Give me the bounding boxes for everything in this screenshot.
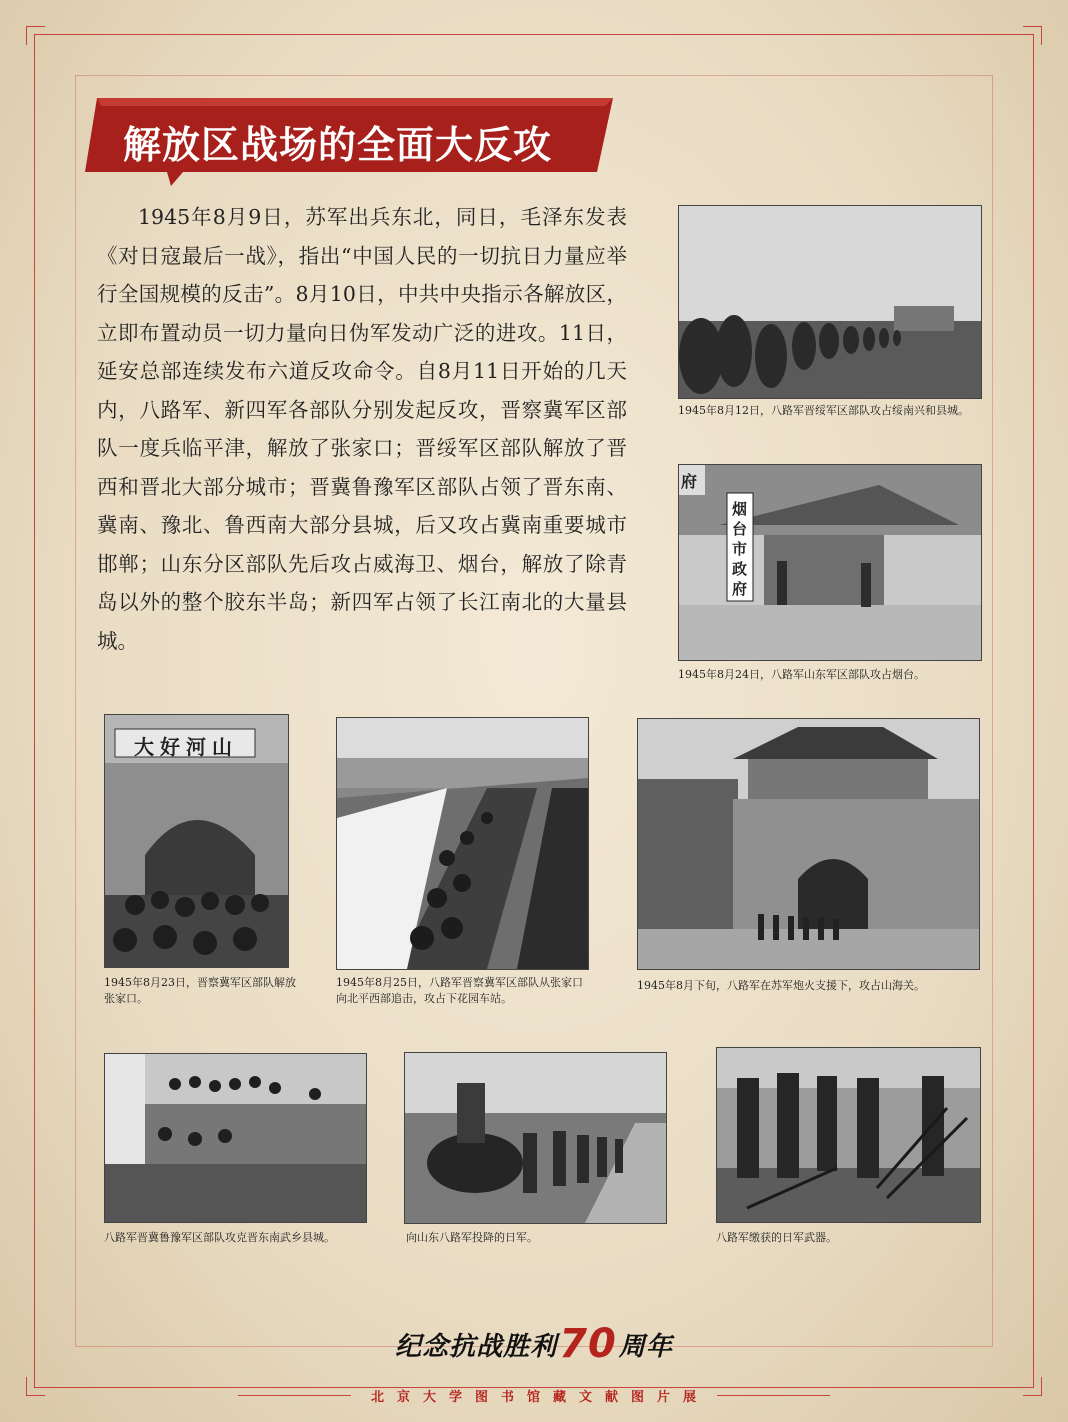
sign-top-char: 府: [681, 472, 698, 491]
photo-captured-weapons: [716, 1047, 981, 1223]
logo-text-a: 纪念抗战胜利: [395, 1331, 558, 1362]
footer-bar: [238, 1385, 830, 1405]
photo-caption: 八路军缴获的日军武器。: [716, 1231, 837, 1244]
photo-zhangjiakou-gate: [104, 714, 289, 968]
photo-yantai-government: [678, 464, 982, 661]
photo-sign-text: 烟台市政府: [732, 500, 748, 598]
photo-sign-text: 大好河山: [134, 735, 238, 759]
logo-text-b: 周年: [618, 1331, 673, 1362]
corner-ornament: [1023, 1377, 1042, 1396]
photo-surrender: [404, 1052, 667, 1224]
photo-caption: 八路军晋冀鲁豫军区部队攻克晋东南武乡县城。: [104, 1231, 335, 1244]
photo-caption: 1945年8月24日，八路军山东军区部队攻占烟台。: [678, 668, 925, 681]
anniversary-logo: [384, 1322, 684, 1366]
photo-caption: 1945年8月25日，八路军晋察冀军区部队从张家口向北平西部追击，攻占下花园车站。: [336, 976, 583, 1005]
page-title: 解放区战场的全面大反攻: [123, 123, 553, 167]
exhibit-title: 北京大学图书馆藏文献图片展: [371, 1389, 710, 1405]
photo-wuxiang: [104, 1053, 367, 1223]
photo-caption: 1945年8月12日，八路军晋绥军区部队攻占绥南兴和县城。: [678, 404, 969, 417]
title-banner: [85, 98, 613, 178]
logo-number: 70: [559, 1321, 617, 1367]
photo-shanhaiguan: [637, 718, 980, 970]
corner-ornament: [26, 26, 45, 45]
photo-cavalry: [678, 205, 982, 399]
photo-caption: 向山东八路军投降的日军。: [406, 1231, 538, 1244]
corner-ornament: [1023, 26, 1042, 45]
photo-caption: 1945年8月23日，晋察冀军区部队解放张家口。: [104, 976, 296, 1005]
footer-divider: [717, 1395, 830, 1396]
footer-divider: [238, 1395, 351, 1396]
corner-ornament: [26, 1377, 45, 1396]
photo-caption: 1945年8月下旬，八路军在苏军炮火支援下，攻占山海关。: [637, 979, 925, 992]
intro-paragraph: 1945年8月9日，苏军出兵东北，同日，毛泽东发表《对日寇最后一战》，指出“中国人民的一切抗日力量应举行全国规模的反击”。8月10日，中共中央指示各解放区，立即布置动员一切力量向日伪军发动广泛的进攻。11日，延安总部连续发布六道反攻命令。自8月11日开始的几天内，八路军、新四军各部队分别发起反攻，晋察冀军区部队一度兵临平津，解放了张家口；晋绥军区部队解放了晋西和晋北大部分城市；晋冀鲁豫军区部队占领了晋东南、冀南、豫北、鲁西南大部分县城，后又攻占冀南重要城市邯郸；山东分区部队先后攻占威海卫、烟台，解放了除青岛以外的整个胶东半岛；新四军占领了长江南北的大量县城。: [97, 205, 627, 653]
photo-xiahuayuan-station: [336, 717, 589, 970]
